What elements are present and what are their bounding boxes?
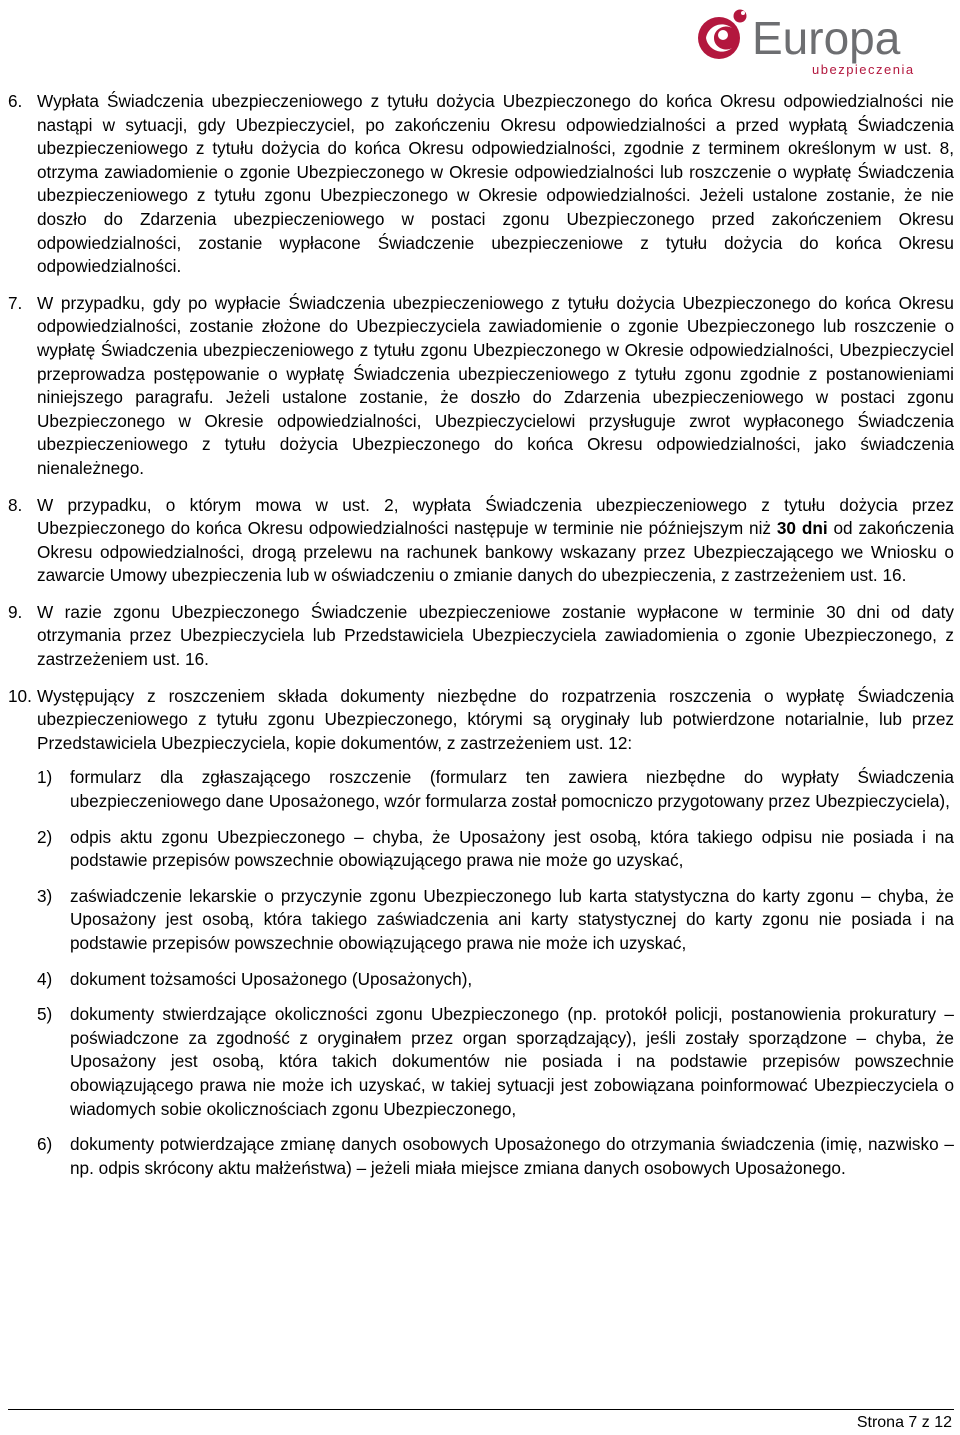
europa-logo-graphic (692, 4, 954, 78)
text-run: W razie zgonu Ubezpieczonego Świadczenie ubezpieczeniowe zostanie wypłacone w terminie 30 dni od daty otrzymania przez Ubezpieczyciela lub Przedstawiciela Ubezpieczyciela zawiadomienia o zgonie Ubezpieczonego, z zastrzeżeniem ust. 16. (37, 601, 954, 670)
item-text (37, 685, 954, 1193)
list-item (8, 292, 954, 481)
list-item (8, 494, 954, 588)
page-number: Strona 7 z 12 (856, 1414, 952, 1431)
list-item (8, 601, 954, 672)
item-number: 10. (8, 685, 32, 706)
sub-list-item (37, 968, 954, 992)
sub-item-number: 4) (37, 968, 53, 989)
item-text (37, 494, 954, 588)
document-body (8, 90, 954, 1205)
sub-item-text: dokument tożsamości Uposażonego (Uposażonych), (70, 968, 473, 989)
sub-item-text: dokumenty potwierdzające zmianę danych osobowych Uposażonego do otrzymania świadczenia (imię, nazwisko – np. odpis skrócony aktu małżeństwa) – jeżeli miała miejsce zmiana danych osobowych Uposażonego. (70, 1134, 954, 1178)
sub-list-item (37, 826, 954, 873)
logo-subtitle: ubezpieczenia (812, 62, 915, 77)
list-item (8, 90, 954, 279)
sub-item-number: 1) (37, 767, 53, 788)
item-text (37, 90, 954, 279)
text-run: od zakończenia Okresu odpowiedzialności, drogą przelewu na rachunek bankowy wskazany przez Ubezpieczającego we Wniosku o zawarcie Umowy ubezpieczenia lub w oświadczeniu o zmianie danych do ubezpieczenia, z zastrzeżeniem ust. 16. (37, 518, 954, 586)
text-run: Występujący z roszczeniem składa dokumenty niezbędne do rozpatrzenia roszczenia o wypłatę Świadczenia ubezpieczeniowego z tytułu zgonu Ubezpieczonego, którymi są oryginały lub potwierdzone notarialnie, lub przez Przedstawiciela Ubezpieczyciela, kopie dokumentów, z zastrzeżeniem ust. 12: (37, 685, 954, 753)
logo-brand: Europa (752, 12, 901, 64)
sub-list-item (37, 1003, 954, 1121)
text-run: W przypadku, gdy po wypłacie Świadczenia ubezpieczeniowego z tytułu dożycia Ubezpieczonego do końca Okresu odpowiedzialności, zostanie złożone do Ubezpieczyciela zawiadomienie o zgonie Ubezpieczonego lub roszczenie o wypłatę Świadczenia ubezpieczeniowego z tytułu zgonu Ubezpieczonego w Okresie odpowiedzialności, Ubezpieczyciel przeprowadza postępowanie o wypłatę Świadczenia ubezpieczeniowego z tytułu zgonu zgodnie z postanowieniami niniejszego paragrafu. Jeżeli ustalone zostanie, że doszło do Zdarzenia ubezpieczeniowego w postaci zgonu Ubezpieczonego w Okresie odpowiedzialności, Ubezpieczycielowi przysługuje zwrot wypłaconego Świadczenia ubezpieczeniowego z tytułu dożycia Ubezpieczonego do końca Okresu odpowiedzialności, jako świadczenia nienależnego. (37, 292, 954, 478)
europa-logo (692, 4, 954, 78)
sub-item-text: formularz dla zgłaszającego roszczenie (formularz ten zawiera niezbędne do wypłaty Świadczenia ubezpieczeniowego dane Uposażonego, wzór formularza został pomocniczo przygotowany przez Ubezpieczyciela), (70, 767, 954, 812)
item-number: 9. (8, 601, 23, 622)
text-run: W przypadku, o którym mowa w ust. 2, wypłata Świadczenia ubezpieczeniowego z tytułu dożycia przez Ubezpieczonego do końca Okresu odpowiedzialności następuje w terminie nie późniejszym niż (37, 494, 954, 539)
item-number: 7. (8, 292, 23, 313)
sub-list-item (37, 1133, 954, 1180)
item-text (37, 292, 954, 481)
sub-item-text: dokumenty stwierdzające okoliczności zgonu Ubezpieczonego (np. protokół policji, postanowienia prokuratury – poświadczone za zgodność z oryginałem przez organ sporządzający), jeśli zostały sporządzone – chyba, że Uposażony jest osobą, która takich dokumentów nie posiada i na podstawie przepisów powszechnie obowiązującego prawa nie może ich uzyskać, w takiej sytuacji jest zobowiązana poinformować Ubezpieczyciela o wiadomych sobie okolicznościach zgonu Ubezpieczonego, (70, 1004, 954, 1119)
footer-divider (8, 1409, 954, 1410)
sub-item-text: odpis aktu zgonu Ubezpieczonego – chyba, że Uposażony jest osobą, która takiego odpisu nie posiada i na podstawie przepisów powszechnie obowiązującego prawa nie może go uzyskać, (70, 826, 954, 871)
item-text (37, 601, 954, 672)
sub-item-number: 6) (37, 1134, 53, 1155)
bold-term: 30 dni (776, 518, 828, 539)
sub-item-text: zaświadczenie lekarskie o przyczynie zgonu Ubezpieczonego lub karta statystyczna do karty zgonu – chyba, że Uposażony jest osobą, która takiego zaświadczenia ani karty statystycznej do karty zgonu nie posiada i na podstawie przepisów powszechnie obowiązującego prawa nie może ich uzyskać, (70, 885, 954, 953)
sub-list-item (37, 885, 954, 956)
sub-item-number: 2) (37, 826, 53, 847)
item-number: 6. (8, 91, 23, 111)
sub-item-number: 5) (37, 1004, 53, 1025)
item-number: 8. (8, 494, 23, 515)
text-run: Wypłata Świadczenia ubezpieczeniowego z tytułu dożycia Ubezpieczonego do końca Okresu odpowiedzialności nie nastąpi w sytuacji, gdy Ubezpieczyciel, po zakończeniu Okresu odpowiedzialności a przed wypłatą Świadczenia ubezpieczeniowego z tytułu dożycia do końca Okresu odpowiedzialności, zgodnie z terminem określonym w ust. 8, otrzyma zawiadomienie o zgonie Ubezpieczonego w Okresie odpowiedzialności lub roszczenie o wypłatę Świadczenia ubezpieczeniowego z tytułu zgonu Ubezpieczonego w Okresie odpowiedzialności. Jeżeli ustalone zostanie, że nie doszło do Zdarzenia ubezpieczeniowego w postaci zgonu Ubezpieczonego przed zakończeniem Okresu odpowiedzialności, zostanie wypłacone Świadczenie ubezpieczeniowe z tytułu dożycia do końca Okresu odpowiedzialności. (37, 91, 954, 277)
list-item (8, 685, 954, 1193)
document-list (37, 766, 954, 1180)
sub-item-number: 3) (37, 885, 53, 906)
sub-list-item (37, 766, 954, 813)
